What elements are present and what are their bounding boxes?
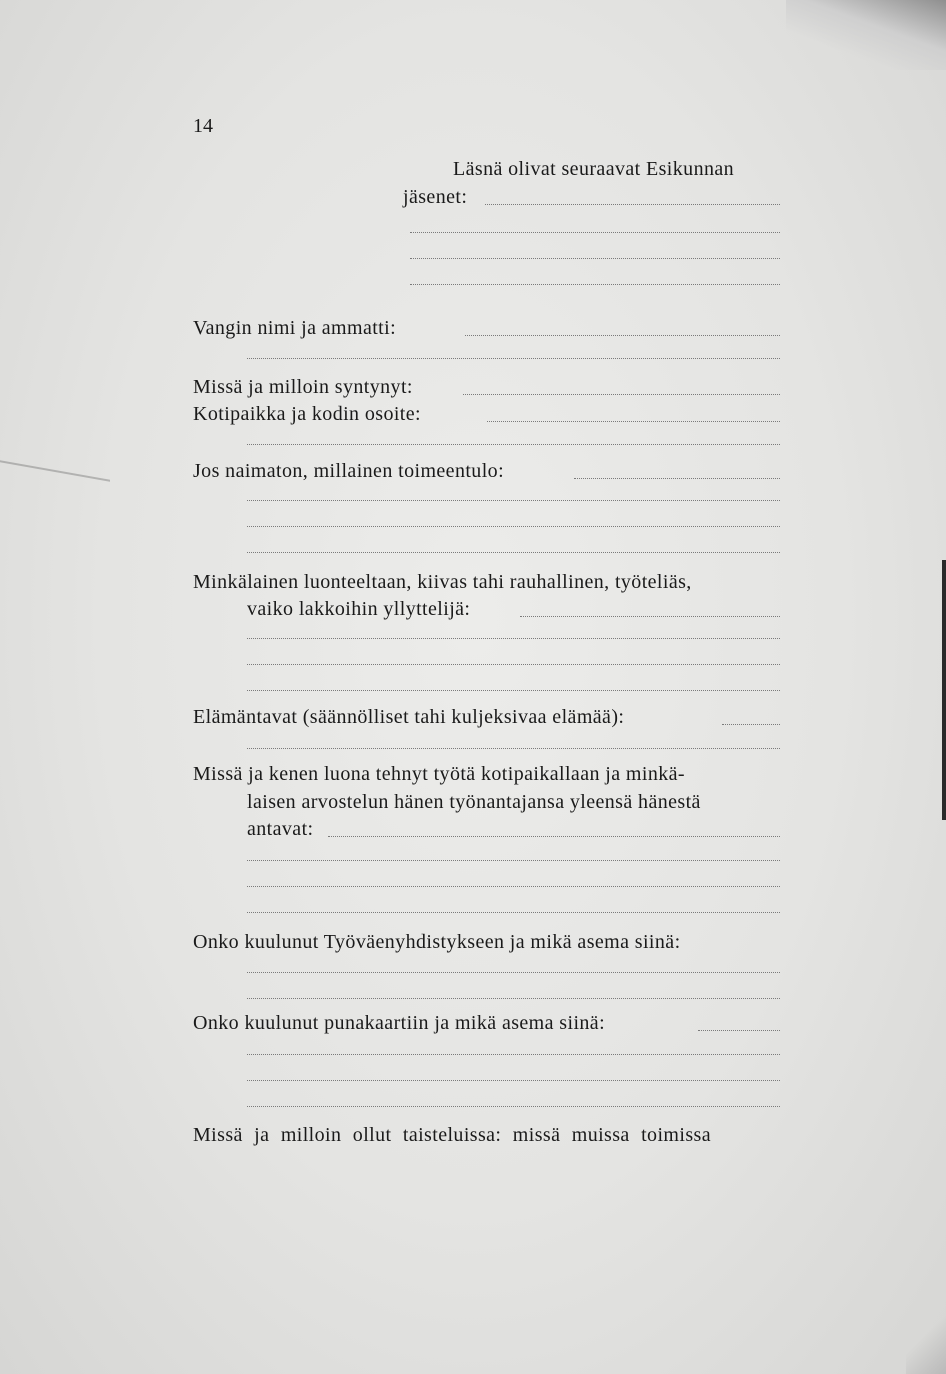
lifestyle-label: Elämäntavat (säännölliset tahi kuljeksivaa elämää): — [193, 706, 625, 728]
lifestyle-blank-2[interactable] — [247, 748, 780, 749]
character-label-line2: vaiko lakkoihin yllyttelijä: — [247, 598, 471, 620]
home-address-blank-1[interactable] — [487, 421, 780, 422]
birthplace-blank[interactable] — [463, 394, 780, 395]
character-blank-1[interactable] — [520, 616, 780, 617]
character-label-line1: Minkälainen luonteeltaan, kiivas tahi rauhallinen, työteliäs, — [193, 571, 692, 593]
livelihood-blank-2[interactable] — [247, 500, 780, 501]
page-corner-wear — [906, 1314, 946, 1374]
work-blank-1[interactable] — [328, 836, 780, 837]
birthplace-label: Missä ja milloin syntynyt: — [193, 376, 413, 398]
home-address-label: Kotipaikka ja kodin osoite: — [193, 403, 421, 425]
page-corner-fold — [786, 0, 946, 70]
page-edge-shadow — [942, 560, 946, 820]
union-blank-2[interactable] — [247, 998, 780, 999]
lifestyle-blank-1[interactable] — [722, 724, 780, 725]
work-blank-4[interactable] — [247, 912, 780, 913]
work-label-line2: laisen arvostelun hänen työnantajansa yleensä hänestä — [247, 791, 701, 813]
character-blank-3[interactable] — [247, 664, 780, 665]
work-blank-3[interactable] — [247, 886, 780, 887]
prisoner-name-label: Vangin nimi ja ammatti: — [193, 317, 397, 339]
work-label-line1: Missä ja kenen luona tehnyt työtä kotipaikallaan ja minkä- — [193, 763, 685, 785]
redguard-label: Onko kuulunut punakaartiin ja mikä asema siinä: — [193, 1012, 606, 1034]
livelihood-label: Jos naimaton, millainen toimeentulo: — [193, 460, 505, 482]
home-address-blank-2[interactable] — [247, 444, 780, 445]
members-blank-1[interactable] — [485, 204, 780, 205]
page-crease — [0, 460, 110, 541]
character-blank-2[interactable] — [247, 638, 780, 639]
members-heading: Läsnä olivat seuraavat Esikunnan — [453, 158, 735, 180]
livelihood-blank-3[interactable] — [247, 526, 780, 527]
livelihood-blank-1[interactable] — [574, 478, 780, 479]
battles-label: Missä ja milloin ollut taisteluissa: missä muissa toimissa — [193, 1124, 711, 1146]
page-number: 14 — [193, 115, 213, 137]
members-blank-4[interactable] — [410, 284, 780, 285]
work-blank-2[interactable] — [247, 860, 780, 861]
livelihood-blank-4[interactable] — [247, 552, 780, 553]
prisoner-name-blank-1[interactable] — [465, 335, 780, 336]
members-blank-2[interactable] — [410, 232, 780, 233]
members-blank-3[interactable] — [410, 258, 780, 259]
work-label-line3: antavat: — [247, 818, 314, 840]
prisoner-name-blank-2[interactable] — [247, 358, 780, 359]
character-blank-4[interactable] — [247, 690, 780, 691]
redguard-blank-2[interactable] — [247, 1054, 780, 1055]
members-label: jäsenet: — [403, 186, 468, 208]
redguard-blank-4[interactable] — [247, 1106, 780, 1107]
redguard-blank-1[interactable] — [698, 1030, 780, 1031]
union-blank-1[interactable] — [247, 972, 780, 973]
union-label: Onko kuulunut Työväenyhdistykseen ja mikä asema siinä: — [193, 931, 681, 953]
redguard-blank-3[interactable] — [247, 1080, 780, 1081]
